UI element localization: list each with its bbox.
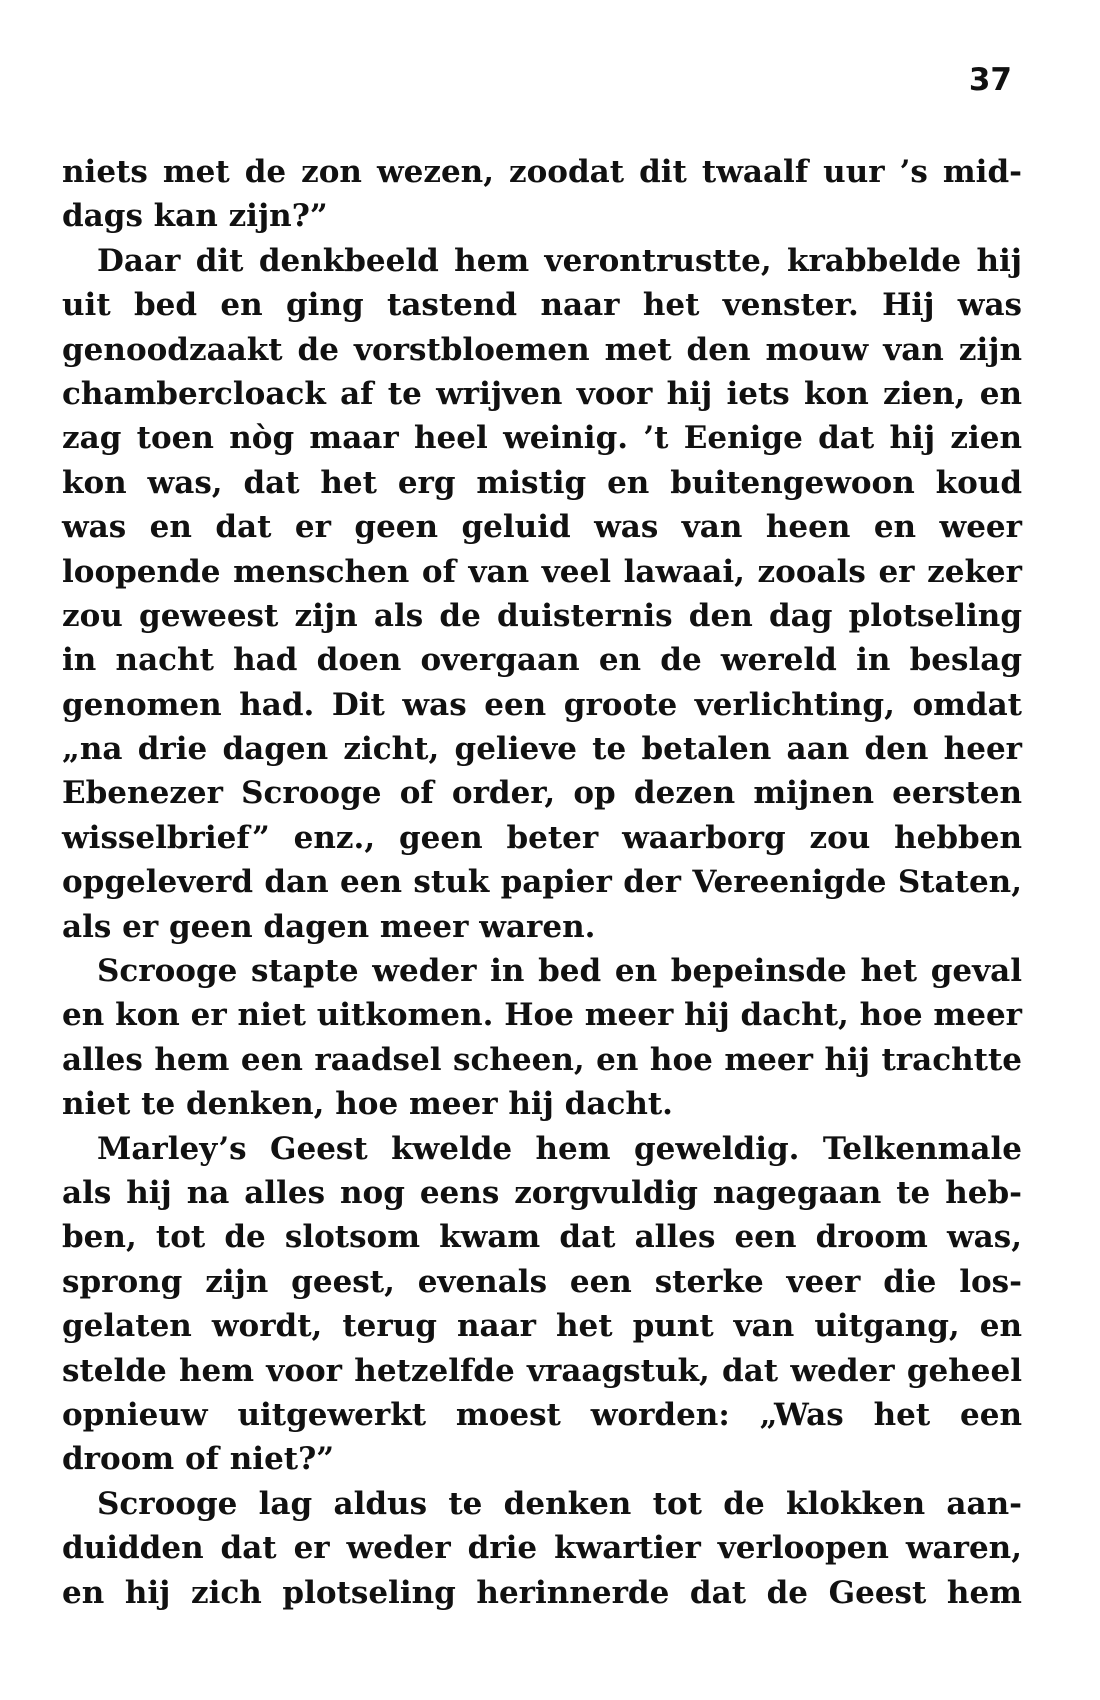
text-line: als er geen dagen meer waren. <box>62 908 596 945</box>
text-line: gelaten wordt, terug naar het punt van uitgang, en <box>62 1308 1022 1345</box>
text-line: niet te denken, hoe meer hij dacht. <box>62 1086 673 1123</box>
text-line: „na drie dagen zicht, gelieve te betalen aan den heer <box>62 731 1022 768</box>
text-line: genomen had. Dit was een groote verlichting, omdat <box>62 686 1022 723</box>
text-line: in nacht had doen overgaan en de wereld in beslag <box>62 642 1022 679</box>
text-line: chambercloack af te wrijven voor hij iets kon zien, en <box>62 375 1022 412</box>
text-line: opnieuw uitgewerkt moest worden: „Was het een <box>62 1396 1022 1433</box>
text-line: uit bed en ging tastend naar het venster. Hij was <box>62 287 1022 324</box>
body-text <box>62 150 1022 1615</box>
text-line: stelde hem voor hetzelfde vraagstuk, dat weder geheel <box>62 1352 1022 1389</box>
text-line: en hij zich plotseling herinnerde dat de Geest hem <box>62 1574 1022 1611</box>
text-line: Scrooge lag aldus te denken tot de klokken aan- <box>97 1485 1022 1522</box>
text-line: droom of niet?” <box>62 1441 335 1478</box>
text-line: alles hem een raadsel scheen, en hoe meer hij trachtte <box>62 1041 1022 1078</box>
text-line: zou geweest zijn als de duisternis den dag plotseling <box>62 597 1022 634</box>
text-line: niets met de zon wezen, zoodat dit twaalf uur ’s mid- <box>62 154 1022 190</box>
text-line: Ebenezer Scrooge of order, op dezen mijnen eersten <box>62 775 1022 812</box>
page-number: 37 <box>968 62 1012 98</box>
text-line: loopende menschen of van veel lawaai, zooals er zeker <box>62 553 1022 590</box>
text-line: wisselbrief” enz., geen beter waarborg zou hebben <box>62 819 1022 856</box>
text-line: opgeleverd dan een stuk papier der Vereenigde Staten, <box>62 864 1022 901</box>
text-line: dags kan zijn?” <box>62 198 328 235</box>
text-line: Scrooge stapte weder in bed en bepeinsde het geval <box>97 953 1022 990</box>
text-line: kon was, dat het erg mistig en buitengewoon koud <box>62 464 1022 501</box>
text-line: zag toen nòg maar heel weinig. ’t Eenige dat hij zien <box>62 420 1022 457</box>
text-line: sprong zijn geest, evenals een sterke veer die los- <box>62 1263 1022 1300</box>
text-line: en kon er niet uitkomen. Hoe meer hij dacht, hoe meer <box>62 997 1022 1034</box>
text-line: genoodzaakt de vorstbloemen met den mouw van zijn <box>62 331 1022 368</box>
text-line: Marley’s Geest kwelde hem geweldig. Telkenmale <box>97 1130 1022 1167</box>
text-line: duidden dat er weder drie kwartier verloopen waren, <box>62 1530 1022 1567</box>
text-line: ben, tot de slotsom kwam dat alles een droom was, <box>62 1219 1022 1256</box>
text-line: als hij na alles nog eens zorgvuldig nagegaan te heb- <box>62 1174 1022 1211</box>
text-line: Daar dit denkbeeld hem verontrustte, krabbelde hij <box>97 242 1022 279</box>
text-line: was en dat er geen geluid was van heen en weer <box>62 509 1022 546</box>
